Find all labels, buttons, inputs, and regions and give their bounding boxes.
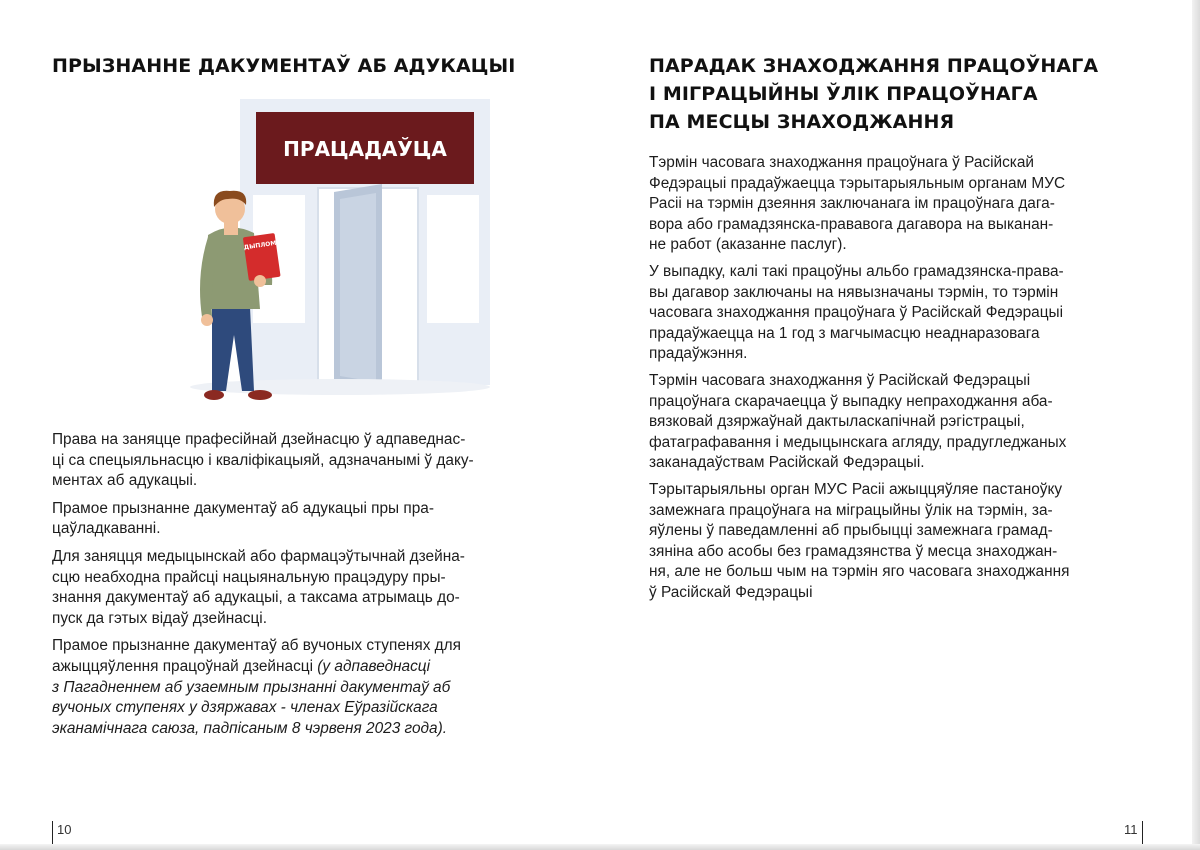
person-hand: [201, 314, 213, 326]
employer-sign-text: ПРАЦАДАЎЦА: [283, 137, 447, 161]
page-edge-right: [1192, 0, 1200, 850]
right-page-heading: [649, 52, 1098, 136]
text-line: знання дакументаў аб адукацыі, а таксама атрымаць до-: [52, 589, 460, 607]
text-line: цаўладкаванні.: [52, 520, 161, 538]
text-fragment: ажыццяўлення працоўнай дзейнасці: [52, 657, 314, 675]
text-line: ў Расійскай Федэрацыі: [649, 583, 813, 601]
heading-line: ПАРАДАК ЗНАХОДЖАННЯ ПРАЦОЎНАГА: [649, 55, 1099, 77]
left-paragraph: [52, 636, 572, 739]
person-shoe: [248, 390, 272, 400]
right-paragraph: [649, 262, 1179, 365]
text-line: Федэрацыі прадаўжаецца тэрытарыяльным органам МУС: [649, 174, 1066, 192]
italic-fragment: (у адпаведнасці: [313, 657, 431, 675]
left-page-heading: ПРЫЗНАННЕ ДАКУМЕНТАЎ АБ АДУКАЦЫІ: [52, 55, 516, 77]
page-number-left: 10: [52, 821, 71, 849]
text-line: вязковай дзяржаўнай дактыласкапічнай рэгістрацыі,: [649, 413, 1025, 431]
text-line: [52, 657, 572, 678]
person-shoe: [204, 390, 224, 400]
text-line: яўлены ў паведамленні аб прыбыцці замежнага грамад-: [649, 522, 1053, 540]
heading-line: І МІГРАЦЫЙНЫ ЎЛІК ПРАЦОЎНАГА: [649, 83, 1038, 105]
text-line: вы дагавор заключаны на нявызначаны тэрмін, то тэрмін: [649, 283, 1059, 301]
text-line: Для заняцця медыцынскай або фармацэўтычнай дзейна-: [52, 547, 465, 565]
italic-line: вучоных ступенях у дзяржавах - членах Еўразійскага: [52, 699, 438, 717]
text-line: Тэрытарыяльны орган МУС Расіі ажыццяўляе пастаноўку: [649, 480, 1063, 498]
heading-line: ПА МЕСЦЫ ЗНАХОДЖАННЯ: [649, 111, 955, 133]
text-line: Права на заняцце прафесійнай дзейнасцю ў адпаведнас-: [52, 431, 466, 448]
text-line: прадаўжаецца на 1 год з магчымасцю неаднаразовага: [649, 324, 1040, 342]
page-number-right: 11: [1124, 821, 1143, 849]
text-line: Прамое прызнанне дакументаў аб адукацыі пры пра-: [52, 499, 434, 517]
text-line: часовага знаходжання працоўнага ў Расійскай Федэрацыі: [649, 304, 1064, 322]
right-paragraph: [649, 153, 1179, 256]
employer-office-illustration: [150, 95, 495, 415]
left-paragraph: [52, 430, 572, 492]
page-edge-bottom: [0, 844, 1200, 850]
text-line: замежнага працоўнага на міграцыйны ўлік на тэрмін, за-: [649, 501, 1053, 519]
left-paragraph: [52, 499, 572, 540]
text-line: не работ (аказанне паслуг).: [649, 236, 847, 254]
diploma: [242, 233, 280, 281]
text-line: заканадаўствам Расійскай Федэрацыі.: [649, 454, 925, 472]
text-line: зяніна або асобы без грамадзянства ў месца знаходжан-: [649, 542, 1058, 560]
right-page-body: [649, 153, 1179, 603]
person-legs: [212, 307, 254, 391]
text-line: ня, але не больш чым на тэрмін яго часовага знаходжання: [649, 563, 1070, 581]
text-line: сцю неабходна прайсці нацыянальную працэдуру пры-: [52, 568, 446, 586]
text-line: ментах аб адукацыі.: [52, 472, 198, 490]
person-hand: [254, 275, 266, 287]
text-line: пуск да гэтых відаў дзейнасці.: [52, 609, 267, 627]
text-line: Тэрмін часовага знаходжання ў Расійскай Федэрацыі: [649, 371, 1031, 389]
text-line: прадаўжэння.: [649, 345, 748, 363]
left-page-body: [52, 430, 572, 739]
text-line: ці са спецыяльнасцю і кваліфікацыяй, адзначанымі ў даку-: [52, 451, 474, 469]
right-paragraph: [649, 371, 1179, 474]
text-line: вора або грамадзянска-прававога дагавора на выканан-: [649, 215, 1054, 233]
left-paragraph: [52, 547, 572, 629]
text-line: У выпадку, калі такі працоўны альбо грамадзянска-права-: [649, 262, 1064, 280]
text-line: фатаграфавання і медыцынскага агляду, прадугледжаных: [649, 433, 1067, 451]
italic-line: з Пагадненнем аб узаемным прызнанні дакументаў аб: [52, 678, 451, 696]
text-line: Тэрмін часовага знаходжання працоўнага ў Расійскай: [649, 154, 1035, 171]
open-door-inner: [340, 193, 376, 382]
person-shadow: [190, 379, 490, 395]
building-window: [427, 195, 479, 323]
italic-line: эканамічнага саюза, падпісаным 8 чэрвеня 2023 года).: [52, 719, 447, 737]
right-paragraph: [649, 480, 1179, 604]
text-line: Расіі на тэрмін дзеяння заключанага ім працоўнага дага-: [649, 195, 1055, 213]
text-line: працоўнага скарачаецца ў выпадку непраходжання аба-: [649, 392, 1053, 410]
diploma-label: ДЫПЛОМ: [243, 239, 277, 252]
text-line: Прамое прызнанне дакументаў аб вучоных ступенях для: [52, 637, 461, 655]
